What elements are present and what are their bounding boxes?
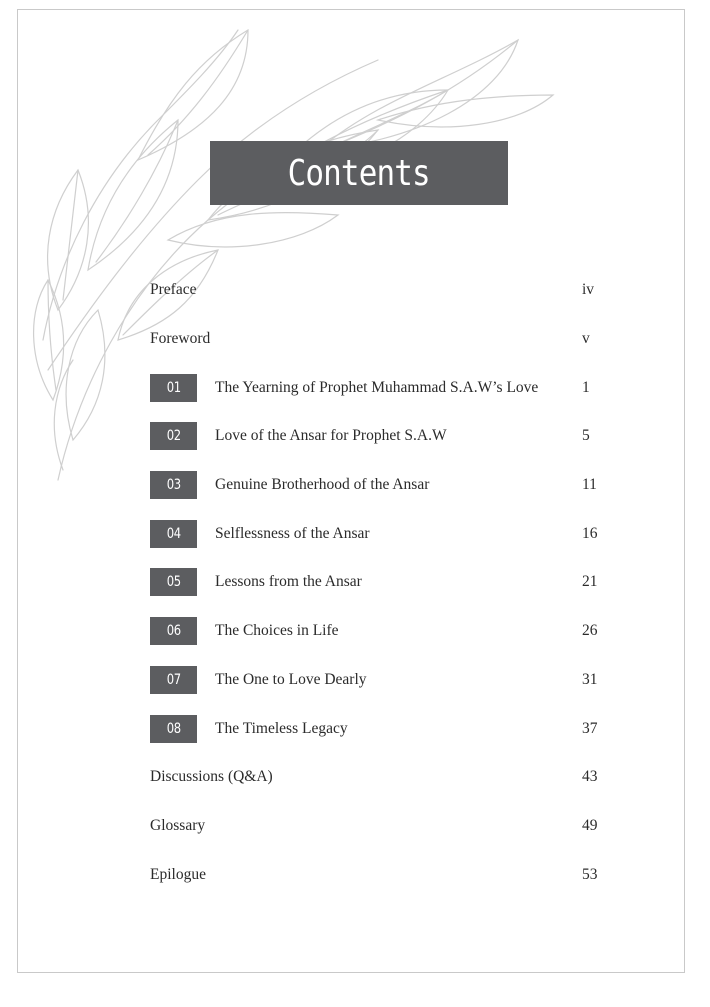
toc-entry-title: The Timeless Legacy	[215, 719, 348, 737]
toc-entry-title: Lessons from the Ansar	[215, 573, 362, 591]
toc-entry[interactable]	[150, 315, 602, 364]
toc-entry[interactable]	[150, 412, 602, 461]
toc-entry[interactable]	[150, 461, 602, 510]
chapter-number: 01	[166, 379, 181, 396]
chapter-number-badge	[150, 374, 197, 402]
toc-entry[interactable]	[150, 850, 602, 899]
toc-entry-title: Foreword	[150, 330, 211, 348]
chapter-number: 02	[166, 428, 181, 445]
toc-page-number: 21	[582, 573, 598, 591]
toc-entry-title: Discussions (Q&A)	[150, 768, 273, 786]
page-title: Contents	[287, 152, 431, 194]
toc-page-number: 31	[582, 670, 598, 688]
toc-entry-title: Glossary	[150, 816, 206, 834]
toc-entry[interactable]	[150, 607, 602, 656]
toc-entry[interactable]	[150, 558, 602, 607]
toc-entry[interactable]	[150, 753, 602, 802]
toc-page-number: 53	[582, 865, 598, 883]
toc-page-number: 16	[582, 524, 598, 542]
toc-page-number: 11	[582, 476, 597, 494]
toc-page-number: 37	[582, 719, 598, 737]
chapter-number: 04	[166, 525, 181, 542]
toc-entry-title: The Yearning of Prophet Muhammad S.A.W’s Love	[215, 378, 539, 396]
chapter-number-badge	[150, 617, 197, 645]
book-page	[17, 9, 685, 973]
toc-entry[interactable]	[150, 363, 602, 412]
title-banner	[210, 141, 508, 205]
chapter-number-badge	[150, 422, 197, 450]
toc-entry-title: Epilogue	[150, 865, 206, 883]
chapter-number-badge	[150, 471, 197, 499]
toc-page-number: 49	[582, 816, 598, 834]
toc-page-number: 26	[582, 622, 598, 640]
toc-page-number: iv	[582, 281, 595, 299]
chapter-number: 03	[166, 477, 181, 494]
toc-page-number: v	[582, 330, 590, 348]
toc-entry-title: The One to Love Dearly	[215, 670, 367, 688]
chapter-number-badge	[150, 520, 197, 548]
chapter-number-badge	[150, 715, 197, 743]
chapter-number: 08	[166, 720, 181, 737]
chapter-number-badge	[150, 568, 197, 596]
toc-entry-title: Preface	[150, 281, 197, 299]
toc-entry-title: The Choices in Life	[215, 622, 339, 640]
chapter-number: 06	[166, 623, 181, 640]
chapter-number: 05	[166, 574, 181, 591]
toc-entry-title: Genuine Brotherhood of the Ansar	[215, 476, 430, 494]
toc-entry-title: Selflessness of the Ansar	[215, 524, 370, 542]
toc-page-number: 43	[582, 768, 598, 786]
toc-entry[interactable]	[150, 266, 602, 315]
chapter-number-badge	[150, 666, 197, 694]
toc-page-number: 1	[582, 378, 590, 396]
toc-entry[interactable]	[150, 802, 602, 851]
toc-entry-title: Love of the Ansar for Prophet S.A.W	[215, 427, 447, 445]
toc-page-number: 5	[582, 427, 590, 445]
toc-entry[interactable]	[150, 509, 602, 558]
table-of-contents	[150, 266, 602, 899]
toc-entry[interactable]	[150, 704, 602, 753]
chapter-number: 07	[166, 671, 181, 688]
toc-entry[interactable]	[150, 656, 602, 705]
